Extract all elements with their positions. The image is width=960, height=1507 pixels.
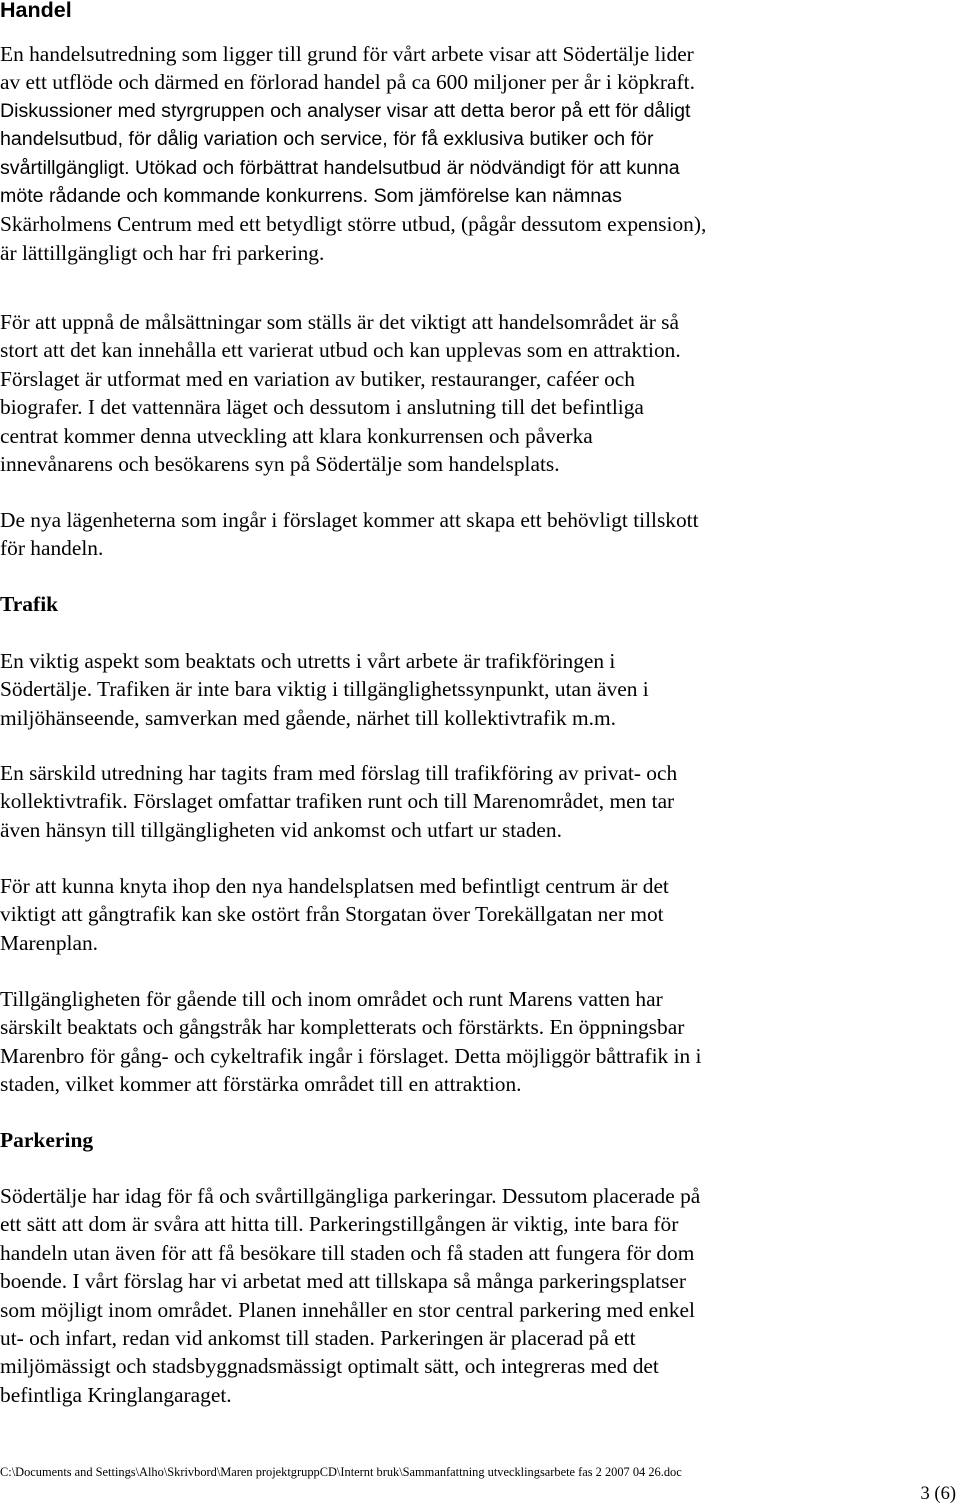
paragraph-trafik-3 [0,872,950,957]
text-line: boende. I vårt förslag har vi arbetat med att tillskapa så många parkeringsplatser [0,1269,687,1294]
text-line: Skärholmens Centrum med ett betydligt större utbud, (pågår dessutom expension), [0,212,707,237]
paragraph-handel-3 [0,506,950,563]
text-line: Tillgängligheten för gående till och inom området och runt Marens vatten har [0,987,663,1011]
paragraph-handel-2 [0,308,950,478]
text-line: En viktig aspekt som beaktats och utretts i vårt arbete är trafikföringen i [0,649,616,673]
heading-parkering: Parkering [0,1128,94,1152]
text-line: En handelsutredning som ligger till grund för vårt arbete visar att Södertälje lider [0,42,694,66]
text-line: viktigt att gångtrafik kan ske ostört från Storgatan över Torekällgatan ner mot [0,902,664,927]
text-line: svårtillgängligt. Utökad och förbättrat handelsutbud är nödvändigt för att kunna [0,156,680,179]
text-line: av ett utflöde och därmed en förlorad handel på ca 600 miljoner per år i köpkraft. [0,70,695,95]
text-line: särskilt beaktats och gångstråk har kompletterats och förstärkts. En öppningsbar [0,1015,685,1040]
paragraph-trafik-2 [0,759,950,844]
text-line: miljöhänseende, samverkan med gående, närhet till kollektivtrafik m.m. [0,705,616,730]
text-line: innevånarens och besökarens syn på Södertälje som handelsplats. [0,452,560,477]
paragraph-parkering-1 [0,1182,950,1409]
text-line: som möjligt inom området. Planen innehåller en stor central parkering med enkel [0,1297,695,1322]
footer-file-path: C:\Documents and Settings\Alho\Skrivbord\Maren projektgruppCD\Internt bruk\Sammanfattning utvecklingsarbete fas 2 2007 04 26.doc [0,1465,682,1479]
text-line: Södertälje. Trafiken är inte bara viktig i tillgänglighetssynpunkt, utan även i [0,677,649,702]
text-line: Marenplan. [0,930,99,955]
text-line: För att kunna knyta ihop den nya handelsplatsen med befintligt centrum är det [0,874,669,898]
paragraph-handel-1 [0,40,950,267]
text-line: för handeln. [0,536,104,561]
text-line: En särskild utredning har tagits fram med förslag till trafikföring av privat- och [0,761,678,785]
text-line: befintliga Kringlangaraget. [0,1382,232,1407]
text-line: ut- och infart, redan vid ankomst till staden. Parkeringen är placerad på ett [0,1326,636,1351]
text-line: biografer. I det vattennära läget och dessutom i anslutning till det befintliga [0,395,644,420]
text-line: är lättillgängligt och har fri parkering. [0,240,325,265]
text-line: De nya lägenheterna som ingår i förslaget kommer att skapa ett behövligt tillskott [0,508,699,532]
heading-trafik: Trafik [0,592,59,616]
page-number: 3 (6) [920,1484,956,1504]
text-line: även hänsyn till tillgängligheten vid ankomst och utfart ur staden. [0,817,562,842]
text-line: För att uppnå de målsättningar som ställs är det viktigt att handelsområdet är så [0,310,679,334]
text-line: miljömässigt och stadsbyggnadsmässigt optimalt sätt, och integreras med det [0,1354,659,1379]
text-line: möte rådande och kommande konkurrens. Som jämförelse kan nämnas [0,185,622,208]
text-line: Södertälje har idag för få och svårtillgängliga parkeringar. Dessutom placerade på [0,1184,701,1208]
text-line: Förslaget är utformat med en variation av butiker, restauranger, caféer och [0,366,635,391]
text-line: ett sätt att dom är svåra att hitta till. Parkeringstillgången är viktig, inte bara för [0,1212,679,1237]
text-line: handeln utan även för att få besökare till staden och få staden att fungera för dom [0,1240,695,1265]
paragraph-trafik-1 [0,647,950,732]
text-line: stort att det kan innehålla ett varierat utbud och kan upplevas som en attraktion. [0,338,681,363]
text-line: Diskussioner med styrgruppen och analyser visar att detta beror på ett för dåligt [0,99,691,122]
paragraph-trafik-4 [0,985,950,1099]
text-line: kollektivtrafik. Förslaget omfattar trafiken runt och till Marenområdet, men tar [0,789,675,814]
heading-handel: Handel [0,0,72,22]
text-line: handelsutbud, för dålig variation och service, för få exklusiva butiker och för [0,128,654,151]
text-line: Marenbro för gång- och cykeltrafik ingår i förslaget. Detta möjliggör båttrafik in i [0,1043,702,1068]
text-line: centrat kommer denna utveckling att klara konkurrensen och påverka [0,423,593,448]
text-line: staden, vilket kommer att förstärka området till en attraktion. [0,1072,522,1097]
